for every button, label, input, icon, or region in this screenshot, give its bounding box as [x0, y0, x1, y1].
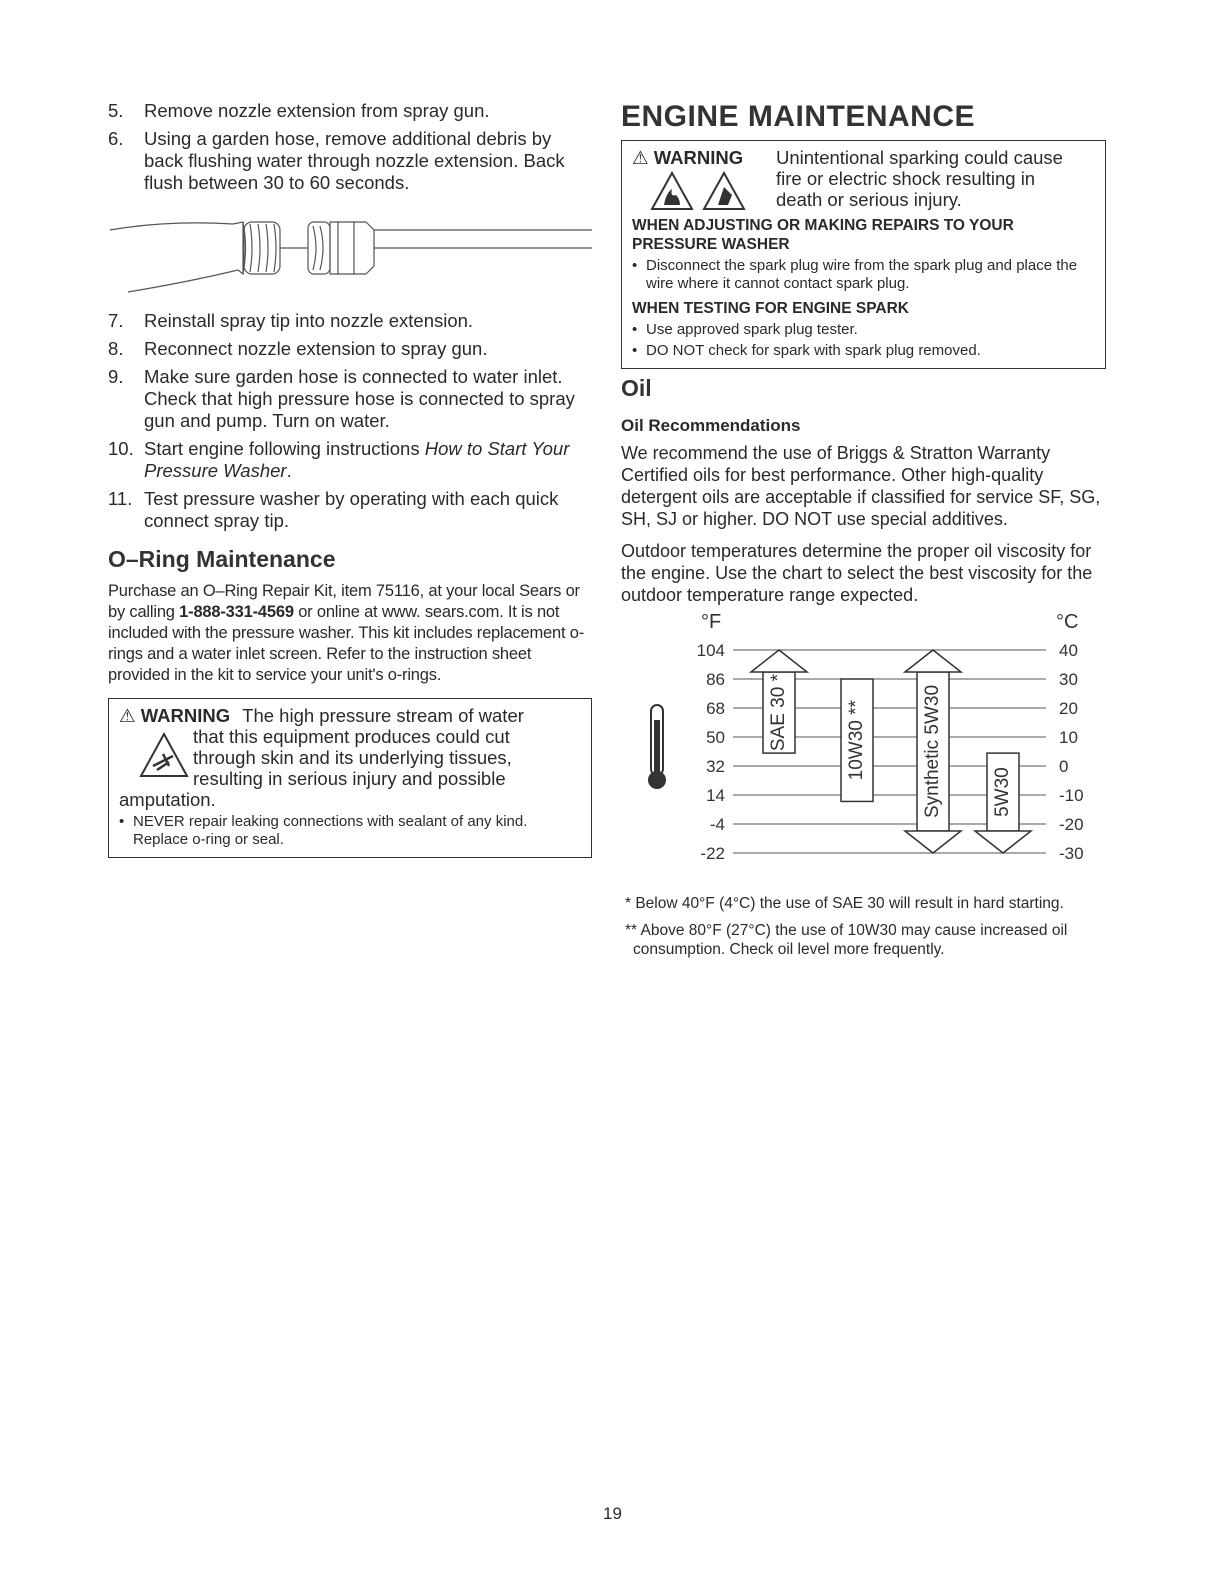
chart-unit-right: °C	[1056, 611, 1079, 633]
oring-title: O–Ring Maintenance	[108, 546, 336, 572]
chart-tick-c: -30	[1059, 844, 1084, 863]
list-item: 8. Reconnect nozzle extension to spray gun.	[108, 338, 488, 359]
oil-arrow-down	[905, 831, 961, 853]
warning-bullet: • Disconnect the spark plug wire from the spark plug and place the wire where it cannot contact spark plug.	[632, 257, 1078, 292]
shock-hazard-icon	[702, 171, 746, 211]
warning-bullet: • DO NOT check for spark with spark plug removed.	[632, 342, 981, 359]
warning-bullet: • NEVER repair leaking connections with sealant of any kind. Replace o-ring or seal.	[119, 813, 528, 848]
footnote-2: ** Above 80°F (27°C) the use of 10W30 may cause increased oil consumption. Check oil level more frequently.	[625, 922, 1068, 958]
warning-bullet: • Use approved spark plug tester.	[632, 321, 858, 338]
chart-tick-f: -22	[700, 844, 725, 863]
chart-tick-f: -4	[709, 815, 725, 834]
oil-bar-label: SAE 30 *	[768, 674, 790, 752]
warning-label: WARNING	[140, 705, 231, 726]
steps-list-a	[108, 100, 592, 194]
steps-list-b	[108, 310, 592, 532]
page-title: ENGINE MAINTENANCE	[621, 100, 976, 133]
oil-bar-label: Synthetic 5W30	[922, 684, 944, 819]
oil-paragraph-2: Outdoor temperatures determine the proper oil viscosity for the engine. Use the chart to select the best viscosity for the outdoor temperature range expected.	[621, 541, 1093, 605]
list-item: 10. Start engine following instructions How to Start Your Pressure Washer.	[108, 438, 570, 481]
oring-warning-box: ⚠ WARNING The high pressure stream of water that this equipment produces could cut through skin and its underlying tissues, resulting in serious injury and possible amputation. • NEVER repair leaking connections with sealant of any kind. Replace o-ring or seal.	[108, 698, 592, 858]
warning-icon: ⚠	[119, 705, 136, 726]
chart-tick-c: -20	[1059, 815, 1084, 834]
right-column	[621, 100, 1106, 967]
chart-tick-c: -10	[1059, 786, 1084, 805]
chart-tick-f: 68	[706, 699, 725, 718]
chart-unit-left: °F	[701, 611, 722, 633]
oil-title: Oil	[621, 375, 652, 401]
chart-tick-c: 0	[1059, 757, 1069, 776]
oil-bar-label: 5W30	[992, 767, 1014, 817]
oil-arrow-up	[905, 650, 961, 672]
oil-arrow-down	[975, 831, 1031, 853]
footnote-1: * Below 40°F (4°C) the use of SAE 30 will result in hard starting.	[625, 895, 1064, 912]
fire-hazard-icon	[650, 171, 694, 211]
chart-tick-c: 40	[1059, 641, 1078, 660]
engine-warning-box: ⚠ WARNING Unintentional sparking could cause fire or electric shock resulting in death or serious injury. WHEN ADJUSTING OR MAKING REPAIRS TO YOUR PRESSURE WASHER • Disconnect the spark plug wire from the spark plug and place the wire where it cannot contact spark plug. WHEN TESTING FOR ENGINE SPARK • Use approved spark plug tester. • DO NOT check for spark with spark plug removed.	[621, 140, 1106, 369]
oil-paragraph-1: We recommend the use of Briggs & Stratton Warranty Certified oils for best performance. Other high-quality detergent oils are acceptable if classified for service SF, SG, SH, SJ or higher. DO NOT use special additives.	[621, 443, 1101, 529]
oil-arrow-up	[751, 650, 807, 672]
viscosity-chart-svg	[621, 610, 1106, 890]
list-item: 6. Using a garden hose, remove additional debris by back flushing water through nozzle extension. Back flush between 30 to 60 seconds.	[108, 128, 565, 193]
oil-bar-label: 10W30 **	[846, 700, 868, 781]
chart-tick-c: 30	[1059, 670, 1078, 689]
left-column	[108, 100, 592, 858]
chart-tick-f: 104	[696, 641, 725, 660]
list-item: 9. Make sure garden hose is connected to water inlet. Check that high pressure hose is connected to spray gun and pump. Turn on water.	[108, 366, 575, 431]
oring-paragraph: Purchase an O–Ring Repair Kit, item 75116, at your local Sears or by calling 1-888-331-4569 or online at www. sears.com. It is not included with the pressure washer. This kit includes replacement o-rings and a water inlet screen. Refer to the instruction sheet provided in the kit to service your unit's o-rings.	[108, 582, 585, 684]
warning-subheading: WHEN ADJUSTING OR MAKING REPAIRS TO YOUR PRESSURE WASHER	[632, 217, 1014, 253]
oil-recommendations-title: Oil Recommendations	[621, 416, 801, 435]
warning-subheading: WHEN TESTING FOR ENGINE SPARK	[632, 300, 910, 317]
warning-icon: ⚠	[632, 147, 649, 168]
warning-label: WARNING	[653, 147, 744, 168]
phone-number: 1-888-331-4569	[179, 603, 294, 621]
chart-tick-c: 10	[1059, 728, 1078, 747]
thermometer-bulb	[648, 771, 666, 789]
chart-tick-f: 32	[706, 757, 725, 776]
oil-viscosity-chart	[621, 610, 1106, 890]
hose-illustration	[108, 200, 592, 300]
chart-tick-f: 14	[706, 786, 725, 805]
thermometer-fill	[654, 720, 660, 778]
list-item: 7. Reinstall spray tip into nozzle extension.	[108, 310, 474, 331]
cut-hazard-icon	[139, 732, 189, 778]
chart-tick-f: 50	[706, 728, 725, 747]
chart-tick-c: 20	[1059, 699, 1078, 718]
list-item: 5. Remove nozzle extension from spray gun.	[108, 100, 490, 121]
chart-tick-f: 86	[706, 670, 725, 689]
list-item: 11. Test pressure washer by operating with each quick connect spray tip.	[108, 488, 559, 531]
page-number: 19	[603, 1504, 622, 1523]
